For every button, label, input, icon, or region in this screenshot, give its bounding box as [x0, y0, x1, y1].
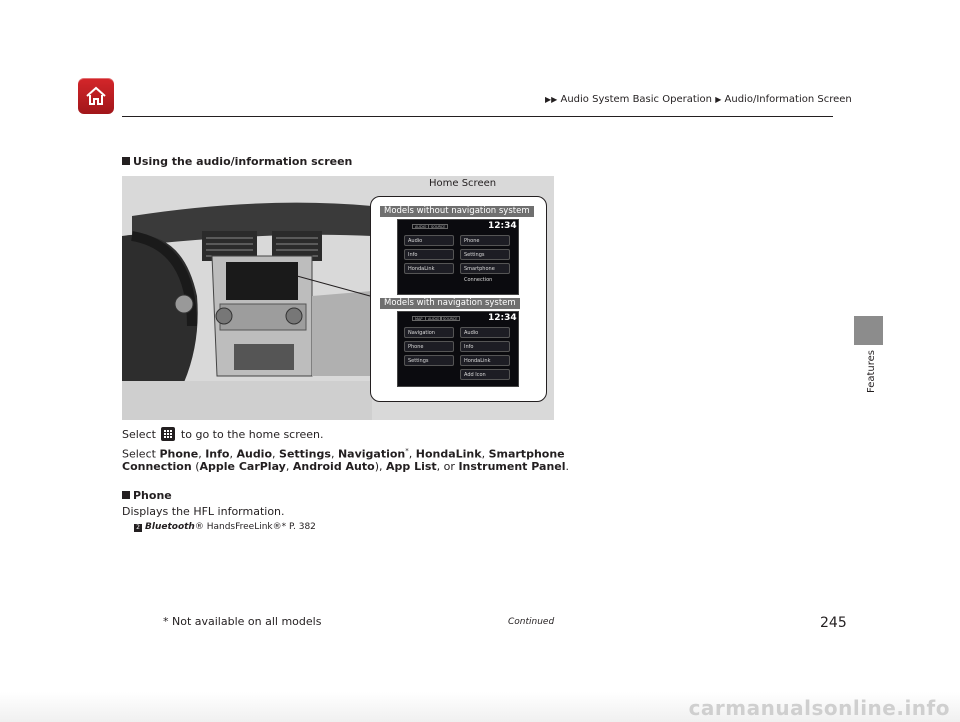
phone-description: Displays the HFL information.: [122, 505, 285, 518]
watermark-text: carmanualsonline.info: [688, 696, 950, 720]
home-screen-with-nav: [397, 311, 519, 387]
home-icon: [84, 84, 108, 108]
tile-phone[interactable]: Phone: [460, 235, 510, 246]
tile-audio[interactable]: Audio: [460, 327, 510, 338]
screen-clock: 12:34: [488, 313, 517, 323]
tile-phone[interactable]: Phone: [404, 341, 454, 352]
asterisk: *: [405, 447, 409, 455]
breadcrumb: [545, 94, 852, 105]
continued-label: Continued: [508, 617, 555, 627]
home-button[interactable]: [78, 78, 114, 114]
bullet-square-icon: [122, 491, 130, 499]
text: or: [443, 460, 455, 473]
text: Select: [122, 447, 160, 461]
screen-source-button[interactable]: SOURCE: [428, 224, 448, 229]
reference-arrow-icon: 2: [134, 524, 142, 532]
tile-settings[interactable]: Settings: [460, 249, 510, 260]
screen-map-button[interactable]: MAP: [412, 316, 426, 321]
option-apple-carplay: Apple CarPlay: [199, 460, 286, 473]
instruction-line-2: Select Phone, Info, Audio, Settings, Navigation*, HondaLink, Smartphone: [122, 447, 565, 461]
tile-smartphone-connection[interactable]: Smartphone Connection: [460, 263, 510, 274]
ref-bluetooth: Bluetooth: [145, 522, 195, 532]
page-number: 245: [820, 615, 847, 631]
home-grid-icon: [161, 427, 175, 441]
option-navigation: Navigation: [337, 447, 406, 461]
home-screen-label: Home Screen: [429, 178, 497, 189]
section-tab[interactable]: [854, 316, 883, 345]
screen-source-button[interactable]: SOURCE: [440, 316, 460, 321]
watermark: [0, 692, 960, 722]
text: to go to the home screen.: [177, 428, 324, 441]
bullet-square-icon: [122, 157, 130, 165]
instruction-line-3: Connection (Apple CarPlay, Android Auto), App List, or Instrument Panel.: [122, 460, 570, 473]
option-audio: Audio: [236, 447, 273, 461]
option-phone: Phone: [159, 447, 199, 461]
section-title: Using the audio/information screen: [133, 155, 353, 168]
option-connection: Connection: [122, 460, 192, 473]
tile-hondalink[interactable]: HondaLink: [404, 263, 454, 274]
screen-audio-button[interactable]: AUDIO: [425, 316, 442, 321]
home-screen-without-nav: [397, 219, 519, 295]
cross-reference-link[interactable]: [134, 522, 316, 532]
breadcrumb-item[interactable]: Audio System Basic Operation: [560, 94, 712, 105]
section-tab-label: Features: [866, 350, 877, 393]
tile-info[interactable]: Info: [404, 249, 454, 260]
tile-navigation[interactable]: Navigation: [404, 327, 454, 338]
header-rule: [122, 116, 833, 117]
tile-settings[interactable]: Settings: [404, 355, 454, 366]
ref-text: ® HandsFreeLink®* P. 382: [194, 522, 316, 532]
screen-clock: 12:34: [488, 221, 517, 231]
footnote: * Not available on all models: [163, 615, 322, 628]
option-android-auto: Android Auto: [292, 460, 375, 473]
option-settings: Settings: [279, 447, 331, 461]
breadcrumb-arrow-icon: ▶▶: [545, 95, 558, 104]
instruction-line-1: [122, 427, 324, 443]
option-hondalink: HondaLink: [415, 447, 482, 461]
tag-without-nav: Models without navigation system: [380, 206, 534, 217]
breadcrumb-arrow-icon: ▶: [715, 95, 722, 104]
option-app-list: App List: [385, 460, 437, 473]
breadcrumb-item[interactable]: Audio/Information Screen: [724, 94, 852, 105]
tile-info[interactable]: Info: [460, 341, 510, 352]
tag-with-nav: Models with navigation system: [380, 298, 520, 309]
option-instrument-panel: Instrument Panel: [458, 460, 566, 473]
tile-add-icon[interactable]: Add Icon: [460, 369, 510, 380]
screen-audio-button[interactable]: AUDIO: [412, 224, 429, 229]
section-heading: [122, 155, 352, 168]
phone-heading: [122, 488, 172, 504]
option-smartphone: Smartphone: [488, 447, 565, 461]
tile-hondalink[interactable]: HondaLink: [460, 355, 510, 366]
option-info: Info: [205, 447, 230, 461]
phone-title: Phone: [133, 489, 172, 502]
tile-audio[interactable]: Audio: [404, 235, 454, 246]
text: Select: [122, 428, 156, 441]
